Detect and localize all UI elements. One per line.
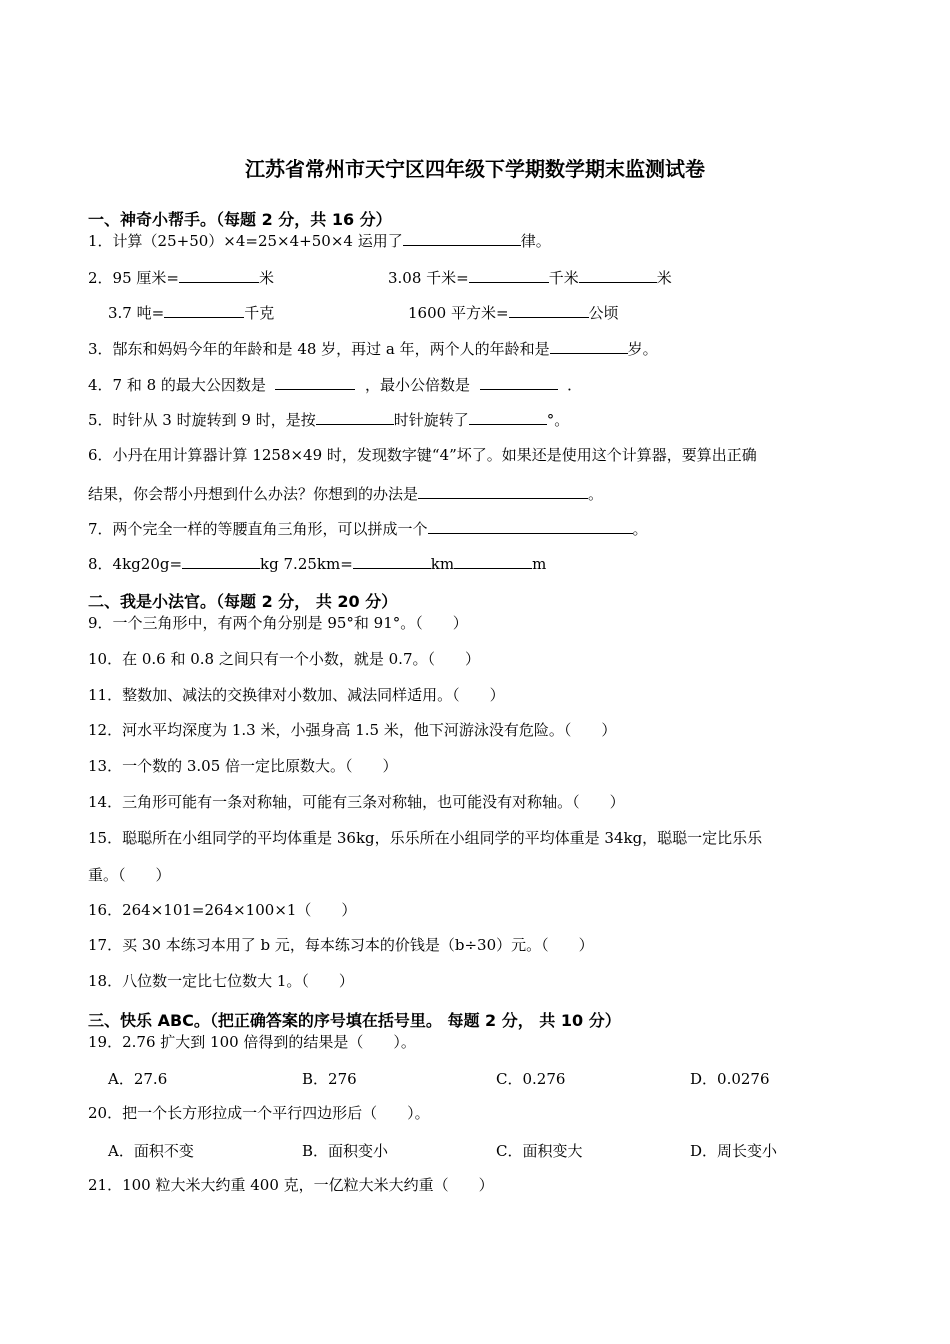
question-13: 13．一个数的 3.05 倍一定比原数大。（ ） <box>88 757 398 775</box>
q8-text: 8．4kg20g= <box>88 555 183 573</box>
q2-d-blank[interactable] <box>509 302 589 318</box>
q2-b-unit-1: 千米 <box>548 269 579 287</box>
question-10: 10．在 0.6 和 0.8 之间只有一个小数，就是 0.7。（ ） <box>88 650 480 668</box>
q2-c-text: 3.7 吨= <box>108 304 165 322</box>
question-16: 16．264×101=264×100×1（ ） <box>88 901 357 919</box>
q3-text: 3．郜东和妈妈今年的年龄和是 48 岁，再过 a 年，两个人的年龄和是 <box>88 340 550 358</box>
q1-post: 律。 <box>520 232 551 250</box>
question-15-line-1: 15．聪聪所在小组同学的平均体重是 36kg，乐乐所在小组同学的平均体重是 34kg，聪聪一定比乐乐 <box>88 829 763 847</box>
question-3 <box>88 338 658 359</box>
q2-d-text: 1600 平方米= <box>408 304 509 322</box>
q2-a-text: 2．95 厘米= <box>88 269 179 287</box>
question-2-part-d <box>408 302 619 323</box>
q1-text: 1．计算（25+50）×4=25×4+50×4 运用了 <box>88 232 403 250</box>
question-2-part-b <box>388 267 672 288</box>
q5-blank-1[interactable] <box>316 409 394 425</box>
q8-mid-1: kg 7.25km= <box>260 555 353 573</box>
question-15-line-2: 重。（ ） <box>88 866 171 884</box>
question-6-line-2 <box>88 483 603 504</box>
q7-post: 。 <box>632 520 648 538</box>
question-17: 17．买 30 本练习本用了 b 元，每本练习本的价钱是（b÷30）元。（ ） <box>88 936 594 954</box>
q4-blank-1[interactable] <box>275 374 355 390</box>
q20-option-b[interactable]: B．面积变小 <box>302 1142 389 1160</box>
q6-post: 。 <box>588 485 604 503</box>
question-9: 9．一个三角形中，有两个角分别是 95°和 91°。（ ） <box>88 614 468 632</box>
q7-blank[interactable] <box>428 518 633 534</box>
q4-blank-2[interactable] <box>480 374 558 390</box>
question-7 <box>88 518 648 539</box>
q20-option-a[interactable]: A．面积不变 <box>108 1142 194 1160</box>
q20-option-d[interactable]: D．周长变小 <box>690 1142 778 1160</box>
q2-b-unit-2: 米 <box>656 269 672 287</box>
q5-mid: 时针旋转了 <box>393 411 469 429</box>
q2-b-text: 3.08 千米= <box>388 269 469 287</box>
q8-blank-3[interactable] <box>454 553 532 569</box>
q8-blank-2[interactable] <box>353 553 431 569</box>
q20-option-c[interactable]: C．面积变大 <box>496 1142 583 1160</box>
q5-post: °。 <box>546 411 570 429</box>
question-5 <box>88 409 569 430</box>
question-8 <box>88 553 546 574</box>
q7-text: 7．两个完全一样的等腰直角三角形，可以拼成一个 <box>88 520 428 538</box>
section-1-heading: 一、神奇小帮手。（每题 2 分，共 16 分） <box>88 210 392 229</box>
q2-a-unit: 米 <box>258 269 274 287</box>
q2-b-blank-1[interactable] <box>469 267 549 283</box>
question-2-part-a <box>88 267 274 288</box>
q8-post: m <box>532 555 547 573</box>
question-12: 12．河水平均深度为 1.3 米，小强身高 1.5 米，他下河游泳没有危险。（ ） <box>88 721 617 739</box>
question-19: 19．2.76 扩大到 100 倍得到的结果是（ ）。 <box>88 1033 416 1051</box>
q6-text: 结果，你会帮小丹想到什么办法？你想到的办法是 <box>88 485 419 503</box>
question-6-line-1: 6．小丹在用计算器计算 1258×49 时，发现数字键“4”坏了。如果还是使用这个计算器，要算出正确 <box>88 446 757 464</box>
q8-blank-1[interactable] <box>182 553 260 569</box>
q2-c-blank[interactable] <box>164 302 244 318</box>
question-1 <box>88 230 551 251</box>
q19-option-a[interactable]: A．27.6 <box>108 1070 168 1088</box>
q3-blank[interactable] <box>550 338 628 354</box>
q19-option-c[interactable]: C．0.276 <box>496 1070 566 1088</box>
section-3-heading: 三、快乐 ABC。（把正确答案的序号填在括号里。 每题 2 分， 共 10 分） <box>88 1011 621 1030</box>
q19-option-b[interactable]: B．276 <box>302 1070 357 1088</box>
section-2-heading: 二、我是小法官。（每题 2 分， 共 20 分） <box>88 592 398 611</box>
q6-blank[interactable] <box>418 483 588 499</box>
question-18: 18．八位数一定比七位数大 1。（ ） <box>88 972 354 990</box>
question-4 <box>88 374 582 395</box>
q2-b-blank-2[interactable] <box>579 267 657 283</box>
q1-blank[interactable] <box>403 230 521 246</box>
q2-a-blank[interactable] <box>179 267 259 283</box>
question-21: 21．100 粒大米大约重 400 克，一亿粒大米大约重（ ） <box>88 1176 494 1194</box>
q8-mid-2: km <box>430 555 455 573</box>
page-title: 江苏省常州市天宁区四年级下学期数学期末监测试卷 <box>245 157 705 181</box>
q4-text: 4．7 和 8 的最大公因数是 <box>88 376 266 394</box>
question-20: 20．把一个长方形拉成一个平行四边形后（ ）。 <box>88 1104 430 1122</box>
q19-option-d[interactable]: D．0.0276 <box>690 1070 770 1088</box>
q4-mid: ，最小公倍数是 <box>365 376 471 394</box>
q3-post: 岁。 <box>627 340 658 358</box>
question-2-part-c <box>108 302 274 323</box>
q5-text: 5．时针从 3 时旋转到 9 时，是按 <box>88 411 316 429</box>
q2-d-unit: 公顷 <box>588 304 619 322</box>
question-14: 14．三角形可能有一条对称轴，可能有三条对称轴，也可能没有对称轴。（ ） <box>88 793 625 811</box>
q4-post: ． <box>567 376 583 394</box>
q2-c-unit: 千克 <box>244 304 275 322</box>
question-11: 11．整数加、减法的交换律对小数加、减法同样适用。（ ） <box>88 686 505 704</box>
q5-blank-2[interactable] <box>469 409 547 425</box>
